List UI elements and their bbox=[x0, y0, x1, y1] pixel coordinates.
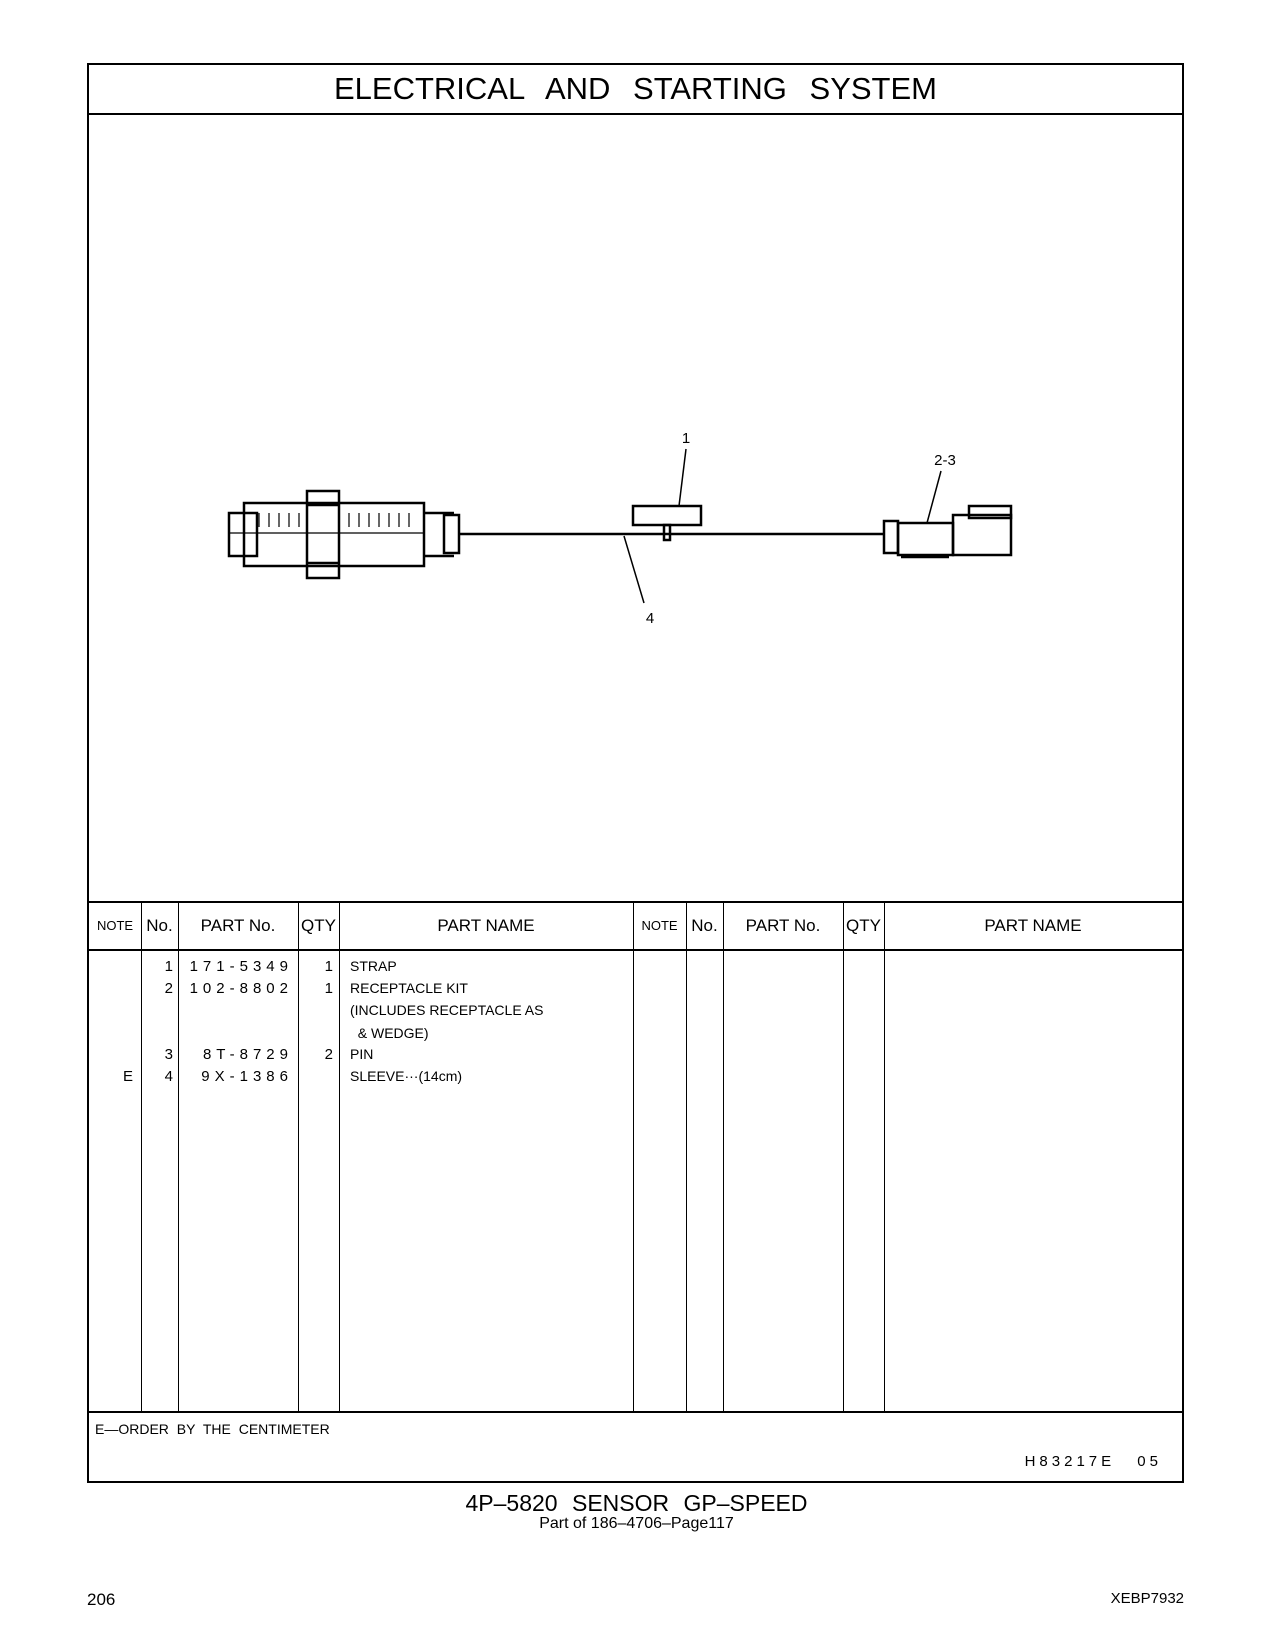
callout-2-3: 2-3 bbox=[934, 452, 956, 469]
row-no: 3 bbox=[164, 1046, 173, 1063]
illustration-code: H83217E 05 bbox=[1024, 1453, 1162, 1470]
col-divider bbox=[339, 903, 340, 1413]
row-part-name: RECEPTACLE KIT bbox=[350, 980, 468, 996]
row-qty: 1 bbox=[324, 980, 333, 997]
row-qty: 2 bbox=[324, 1046, 333, 1063]
header-no: No. bbox=[691, 916, 718, 935]
parts-page-frame bbox=[87, 63, 1184, 1483]
parts-illustration bbox=[89, 113, 1182, 901]
header-qty: QTY bbox=[301, 916, 336, 935]
row-part-name: (INCLUDES RECEPTACLE AS bbox=[350, 1002, 544, 1018]
col-divider bbox=[178, 903, 179, 1413]
callout-4: 4 bbox=[645, 610, 655, 627]
col-divider bbox=[686, 903, 687, 1413]
row-part-no: 171-5349 bbox=[189, 958, 293, 975]
row-part-name: STRAP bbox=[350, 958, 397, 974]
header-part-no: PART No. bbox=[745, 916, 821, 935]
col-divider bbox=[141, 903, 142, 1413]
col-divider bbox=[884, 903, 885, 1413]
row-part-name: & WEDGE) bbox=[350, 1025, 429, 1041]
document-id: XEBP7932 bbox=[1110, 1590, 1184, 1607]
callout-1: 1 bbox=[681, 430, 691, 447]
row-no: 2 bbox=[164, 980, 173, 997]
header-part-no: PART No. bbox=[200, 916, 276, 935]
row-no: 4 bbox=[164, 1068, 173, 1085]
header-part-name: PART NAME bbox=[984, 916, 1082, 935]
col-divider bbox=[723, 903, 724, 1413]
header-no: No. bbox=[146, 916, 173, 935]
figure-caption: 4P–5820 SENSOR GP–SPEED bbox=[465, 1490, 808, 1516]
col-divider bbox=[843, 903, 844, 1413]
col-divider bbox=[298, 903, 299, 1413]
header-note: NOTE bbox=[96, 918, 134, 933]
col-divider bbox=[633, 903, 634, 1413]
row-part-name: PIN bbox=[350, 1046, 374, 1062]
speed-sensor-drawing bbox=[229, 449, 1011, 603]
section-title: ELECTRICAL AND STARTING SYSTEM bbox=[89, 65, 1182, 115]
row-part-no: 102-8802 bbox=[189, 980, 293, 997]
row-part-name: SLEEVE···(14cm) bbox=[350, 1068, 463, 1084]
header-note: NOTE bbox=[641, 918, 678, 933]
row-no: 1 bbox=[164, 958, 173, 975]
header-qty: QTY bbox=[846, 916, 881, 935]
page-number: 206 bbox=[87, 1590, 116, 1609]
figure-subcaption: Part of 186–4706–Page117 bbox=[539, 1515, 734, 1532]
row-part-no: 8T-8729 bbox=[202, 1046, 293, 1063]
row-note: E bbox=[122, 1068, 133, 1085]
row-qty: 1 bbox=[324, 958, 333, 975]
row-part-no: 9X-1386 bbox=[201, 1068, 293, 1085]
footnote: E—ORDER BY THE CENTIMETER bbox=[95, 1421, 330, 1437]
header-part-name: PART NAME bbox=[437, 916, 535, 935]
parts-footer bbox=[89, 1411, 1182, 1483]
parts-table bbox=[89, 901, 1182, 1413]
